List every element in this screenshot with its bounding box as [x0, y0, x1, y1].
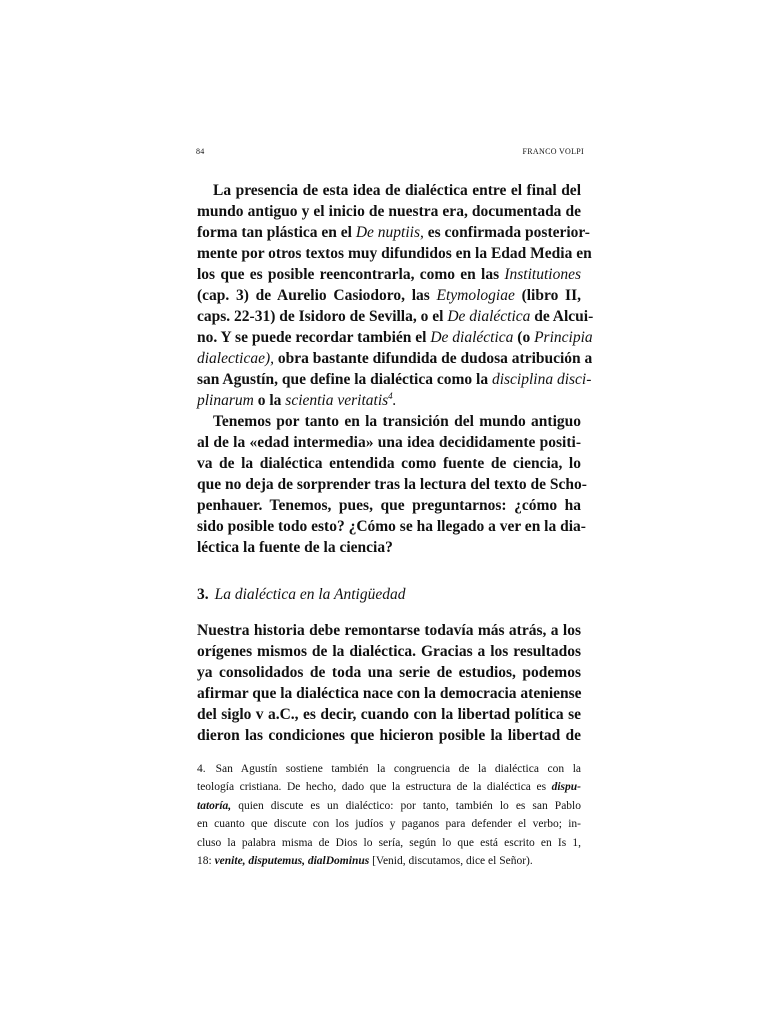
- footnote-line: [197, 815, 581, 833]
- text-line: [197, 180, 581, 201]
- section-number: 3.: [197, 586, 209, 603]
- text-run: obra bastante difundida de dudosa atribución a: [274, 350, 593, 367]
- italic-title: dialecticae),: [197, 350, 275, 367]
- text-run: o la: [253, 392, 286, 409]
- text-line: [197, 662, 581, 683]
- text-run: que no deja de sorprender tras la lectura del texto de Scho-: [197, 476, 587, 493]
- text-line: [197, 683, 581, 704]
- text-run: (cap. 3) de Aurelio Casiodoro, las: [197, 287, 437, 304]
- italic-title: De dialéctica: [430, 329, 514, 346]
- footnote-line: [197, 760, 581, 778]
- section-heading: [197, 585, 581, 605]
- text-run: san Agustín, que define la dialéctica como la: [197, 371, 492, 388]
- text-run: orígenes mismos de la dialéctica. Gracias a los resultados: [197, 643, 581, 660]
- text-run: ya consolidados de toda una serie de estudios, podemos: [197, 664, 581, 681]
- bold-italic-quote: venite, disputemus, dialDominus: [214, 854, 370, 867]
- italic-term: plinarum: [197, 392, 254, 409]
- bold-italic-term: tatoría,: [197, 799, 232, 812]
- text-line: [197, 243, 592, 264]
- text-line: [197, 348, 593, 369]
- footnote-marker: 4: [388, 390, 393, 401]
- text-run: Nuestra historia debe remontarse todavía más atrás, a los: [197, 622, 581, 639]
- italic-title: Principia: [534, 329, 593, 346]
- text-line: [197, 474, 587, 495]
- text-run: caps. 22-31) de Isidoro de Sevilla, o el: [197, 308, 448, 325]
- footnote-line: [197, 834, 581, 852]
- italic-title: De dialéctica: [447, 308, 531, 325]
- text-line: [197, 453, 581, 474]
- text-line: [197, 620, 581, 641]
- text-run: al de la «edad intermedia» una idea decididamente positi-: [197, 434, 581, 451]
- text-run: cluso la palabra misma de Dios lo sería, según lo que está escrito en Is 1,: [197, 836, 581, 849]
- footnote: [197, 760, 581, 870]
- text-line: [197, 327, 593, 348]
- text-run: léctica la fuente de la ciencia?: [197, 539, 393, 556]
- text-run: (o: [513, 329, 535, 346]
- bold-italic-term: dispu-: [551, 781, 581, 794]
- text-run: del siglo v a.C., es decir, cuando con la libertad política se: [197, 706, 581, 723]
- text-line: [197, 201, 581, 222]
- footnote-line: [197, 797, 581, 815]
- text-run: (libro II,: [514, 287, 581, 304]
- text-line: [197, 306, 594, 327]
- footnote-number: 4.: [197, 763, 206, 775]
- section-title: La dialéctica en la Antigüedad: [214, 586, 406, 603]
- italic-term: scientia veritatis: [285, 392, 389, 409]
- text-run: dieron las condiciones que hicieron posible la libertad de: [197, 727, 581, 744]
- text-line: [197, 537, 581, 558]
- italic-title: De nuptiis,: [355, 224, 424, 241]
- text-run: [Venid, discutamos, dice el Señor).: [369, 854, 533, 867]
- paragraph-1: [197, 180, 594, 411]
- text-run: mente por otros textos muy difundidos en la Edad Media en: [197, 245, 592, 262]
- paragraph-3: [197, 620, 581, 746]
- page-number: 84: [196, 147, 205, 156]
- text-run: no. Y se puede recordar también el: [197, 329, 431, 346]
- text-line: [197, 369, 592, 390]
- running-head: [196, 147, 584, 157]
- text-run: en cuanto que discute con los judíos y paganos para defender el verbo; in-: [197, 818, 581, 831]
- text-run: .: [392, 392, 397, 409]
- text-run: teología cristiana. De hecho, dado que la estructura de la dialéctica es: [197, 781, 552, 794]
- text-run: forma tan plástica en el: [197, 224, 356, 241]
- text-run: mundo antiguo y el inicio de nuestra era, documentada de: [197, 203, 581, 220]
- text-line: [197, 495, 581, 516]
- text-run: afirmar que la dialéctica nace con la democracia ateniense: [197, 685, 582, 702]
- paragraph-2: [197, 411, 587, 558]
- text-line: [197, 516, 586, 537]
- text-run: los que es posible reencontrarla, como en las: [197, 266, 505, 283]
- text-run: quien discute es un dialéctico: por tanto, también lo es san Pablo: [231, 799, 581, 812]
- italic-term: disciplina disci-: [491, 371, 592, 388]
- text-line: [197, 432, 581, 453]
- text-line: [197, 725, 581, 746]
- text-run: de Alcui-: [530, 308, 594, 325]
- text-run: Tenemos por tanto en la transición del mundo antiguo: [213, 413, 581, 430]
- footnote-line: [197, 778, 581, 796]
- footnote-line: [197, 852, 581, 870]
- italic-title: Institutiones: [504, 266, 581, 283]
- text-line: [197, 264, 581, 285]
- text-run: es confirmada posterior-: [423, 224, 590, 241]
- text-line: [197, 222, 590, 243]
- text-run: sido posible todo esto? ¿Cómo se ha llegado a ver en la dia-: [197, 518, 586, 535]
- running-head-author: FRANCO VOLPI: [522, 147, 584, 156]
- text-run: va de la dialéctica entendida como fuente de ciencia, lo: [197, 455, 581, 472]
- text-run: La presencia de esta idea de dialéctica entre el final del: [213, 182, 581, 199]
- italic-title: Etymologiae: [436, 287, 515, 304]
- text-run: 18:: [197, 854, 215, 867]
- text-line: [197, 285, 581, 306]
- text-run: San Agustín sostiene también la congruencia de la dialéctica con la: [215, 763, 581, 775]
- text-run: penhauer. Tenemos, pues, que preguntarnos: ¿cómo ha: [197, 497, 581, 514]
- text-line: [197, 641, 581, 662]
- text-line: [197, 411, 581, 432]
- text-line: [197, 390, 581, 411]
- text-line: [197, 704, 581, 725]
